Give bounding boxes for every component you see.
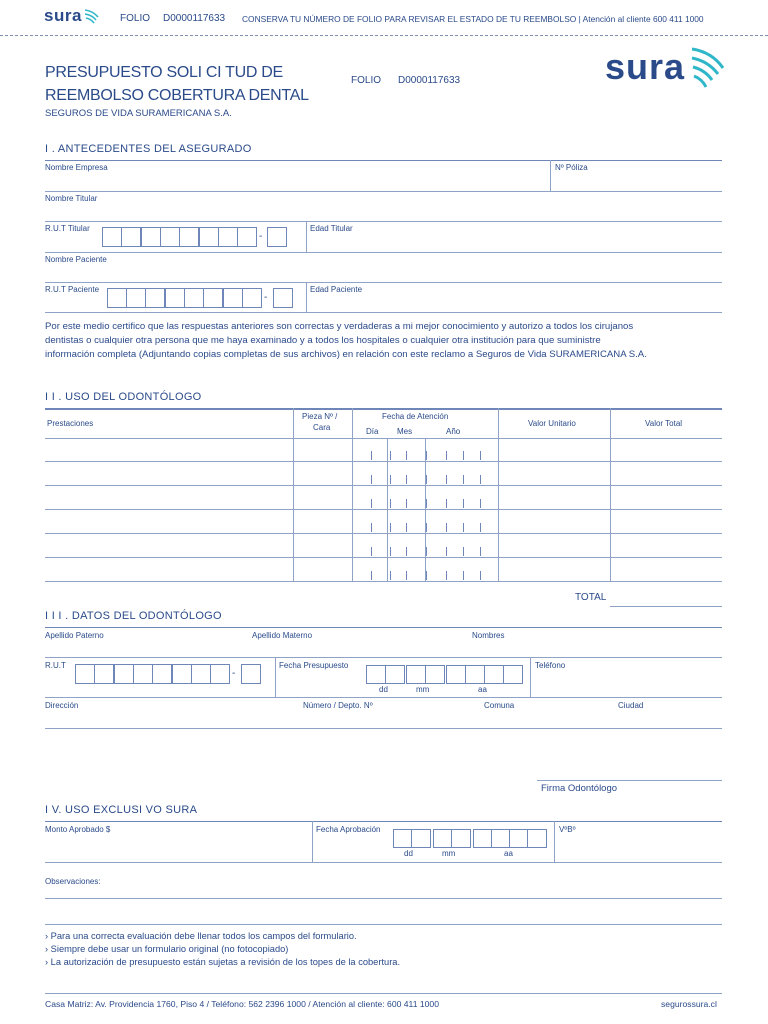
date-tick: [480, 451, 481, 460]
date-tick: [480, 571, 481, 580]
rut-paciente-dash: -: [264, 292, 268, 303]
date-tick: [463, 451, 464, 460]
header-logo-wing-icon: [690, 46, 726, 90]
label-fecha-aprobacion: Fecha Aprobación: [316, 825, 381, 834]
rut-titular-dash: -: [259, 231, 263, 242]
table-row[interactable]: [45, 461, 722, 462]
label-fecha-presupuesto: Fecha Presupuesto: [279, 661, 349, 670]
form-title-line2: REEMBOLSO COBERTURA DENTAL: [45, 87, 309, 104]
date-tick: [390, 523, 391, 532]
date-tick: [406, 523, 407, 532]
date-tick: [390, 475, 391, 484]
header-logo-text: sura: [605, 46, 686, 87]
date-tick: [371, 523, 372, 532]
label-direccion: Dirección: [45, 701, 79, 710]
label-no-poliza: Nº Póliza: [555, 163, 588, 172]
top-logo-text: sura: [44, 6, 82, 25]
col-anio: Año: [446, 427, 461, 436]
label-edad-paciente: Edad Paciente: [310, 285, 363, 294]
table-row[interactable]: [45, 485, 722, 486]
date-tick: [371, 499, 372, 508]
date-tick: [371, 547, 372, 556]
fecha-presupuesto-dd: dd: [379, 685, 388, 694]
date-tick: [480, 475, 481, 484]
label-monto-aprobado: Monto Aprobado $: [45, 825, 111, 834]
table-row[interactable]: [45, 557, 722, 558]
top-logo-wing-icon: [84, 8, 100, 24]
date-tick: [463, 571, 464, 580]
company-name: SEGUROS DE VIDA SURAMERICANA S.A.: [45, 108, 232, 119]
section3-title: I I I . DATOS DEL ODONTÓLOGO: [45, 610, 222, 622]
label-rut-paciente: R.U.T Paciente: [45, 285, 100, 294]
label-vobo: VºBº: [559, 825, 576, 834]
firma-line[interactable]: [537, 780, 722, 781]
date-tick: [426, 451, 427, 460]
footer-address: Casa Matriz: Av. Providencia 1760, Piso 4 / Teléfono: 562 2396 1000 / Atención al cliente: 600 411 1000: [45, 999, 439, 1009]
date-tick: [426, 523, 427, 532]
date-tick: [446, 547, 447, 556]
date-tick: [480, 523, 481, 532]
date-tick: [446, 523, 447, 532]
date-tick: [426, 475, 427, 484]
note-2: › Siempre debe usar un formulario original (no fotocopiado): [45, 944, 289, 954]
col-fecha-atencion: Fecha de Atención: [382, 412, 449, 421]
col-mes: Mes: [397, 427, 413, 436]
note-3: › La autorización de presupuesto están sujetas a revisión de los topes de la cobertura.: [45, 957, 401, 967]
date-tick: [426, 547, 427, 556]
col-prestaciones: Prestaciones: [47, 419, 94, 428]
table-row[interactable]: [45, 581, 722, 582]
header-folio-label: FOLIO: [351, 75, 382, 86]
date-tick: [371, 475, 372, 484]
date-tick: [426, 499, 427, 508]
label-nombre-paciente: Nombre Paciente: [45, 255, 107, 264]
date-tick: [390, 571, 391, 580]
top-folio-label: FOLIO: [120, 13, 151, 24]
fecha-aprobacion-aa: aa: [504, 849, 513, 858]
date-tick: [463, 523, 464, 532]
label-telefono: Teléfono: [535, 661, 566, 670]
date-tick: [390, 547, 391, 556]
date-tick: [406, 451, 407, 460]
date-tick: [406, 475, 407, 484]
date-tick: [463, 547, 464, 556]
top-notice: CONSERVA TU NÚMERO DE FOLIO PARA REVISAR EL ESTADO DE TU REEMBOLSO | Atención al cliente 600 411 1000: [242, 14, 704, 24]
date-tick: [446, 499, 447, 508]
col-valor-unitario: Valor Unitario: [528, 419, 576, 428]
date-tick: [480, 499, 481, 508]
cut-line: [0, 35, 768, 36]
label-edad-titular: Edad Titular: [310, 224, 353, 233]
form-title-line1: PRESUPUESTO SOLI CI TUD DE: [45, 64, 283, 81]
date-tick: [390, 499, 391, 508]
fecha-aprobacion-dd: dd: [404, 849, 413, 858]
certification-line2: dentistas o cualquier otra persona que me haya examinado y a todos los hospitales o cualquier otra institución para que suministre: [45, 335, 601, 346]
rut-odontologo-dash: -: [232, 668, 236, 679]
fecha-presupuesto-mm: mm: [416, 685, 430, 694]
fecha-presupuesto-aa: aa: [478, 685, 487, 694]
date-tick: [371, 571, 372, 580]
col-dia: Día: [366, 427, 379, 436]
observaciones-line1[interactable]: [45, 898, 722, 899]
label-nombres: Nombres: [472, 631, 505, 640]
col-pieza-line1: Pieza Nº /: [302, 412, 338, 421]
certification-line3: información completa (Adjuntando copias completas de sus archivos) en relación con este reclamo a Seguros de Vida SURAMERICANA S.A.: [45, 349, 647, 360]
observaciones-line2[interactable]: [45, 924, 722, 925]
date-tick: [480, 547, 481, 556]
label-ciudad: Ciudad: [618, 701, 644, 710]
label-firma: Firma Odontólogo: [541, 783, 618, 794]
col-valor-total: Valor Total: [645, 419, 683, 428]
label-nombre-titular: Nombre Titular: [45, 194, 98, 203]
date-tick: [463, 475, 464, 484]
date-tick: [406, 499, 407, 508]
label-comuna: Comuna: [484, 701, 515, 710]
label-rut-titular: R.U.T Titular: [45, 224, 90, 233]
table-row[interactable]: [45, 533, 722, 534]
label-numero-depto: Número / Depto. Nº: [303, 701, 373, 710]
date-tick: [371, 451, 372, 460]
date-tick: [463, 499, 464, 508]
date-tick: [390, 451, 391, 460]
section4-title: I V. USO EXCLUSI VO SURA: [45, 804, 198, 816]
date-tick: [426, 571, 427, 580]
date-tick: [406, 547, 407, 556]
table-row[interactable]: [45, 509, 722, 510]
label-nombre-empresa: Nombre Empresa: [45, 163, 108, 172]
label-observaciones: Observaciones:: [45, 877, 101, 886]
total-value-line[interactable]: [610, 606, 722, 607]
note-1: › Para una correcta evaluación debe llenar todos los campos del formulario.: [45, 931, 357, 941]
section1-title: I . ANTECEDENTES DEL ASEGURADO: [45, 143, 252, 155]
header-logo: [605, 46, 685, 88]
date-tick: [446, 451, 447, 460]
top-logo: [44, 6, 82, 26]
date-tick: [406, 571, 407, 580]
label-apellido-paterno: Apellido Paterno: [45, 631, 104, 640]
label-apellido-materno: Apellido Materno: [252, 631, 313, 640]
col-pieza-line2: Cara: [313, 423, 331, 432]
total-label: TOTAL: [575, 592, 607, 603]
footer-website[interactable]: segurossura.cl: [661, 999, 717, 1009]
date-tick: [446, 571, 447, 580]
top-folio-number: D0000117633: [163, 13, 226, 24]
header-folio-number: D0000117633: [398, 75, 461, 86]
label-rut-odontologo: R.U.T: [45, 661, 66, 670]
fecha-aprobacion-mm: mm: [442, 849, 456, 858]
certification-line1: Por este medio certifico que las respuestas anteriores son correctas y verdaderas a mi mejor conocimiento y autorizo a todos los cirujanos: [45, 321, 634, 332]
date-tick: [446, 475, 447, 484]
section2-title: I I . USO DEL ODONTÓLOGO: [45, 391, 202, 403]
